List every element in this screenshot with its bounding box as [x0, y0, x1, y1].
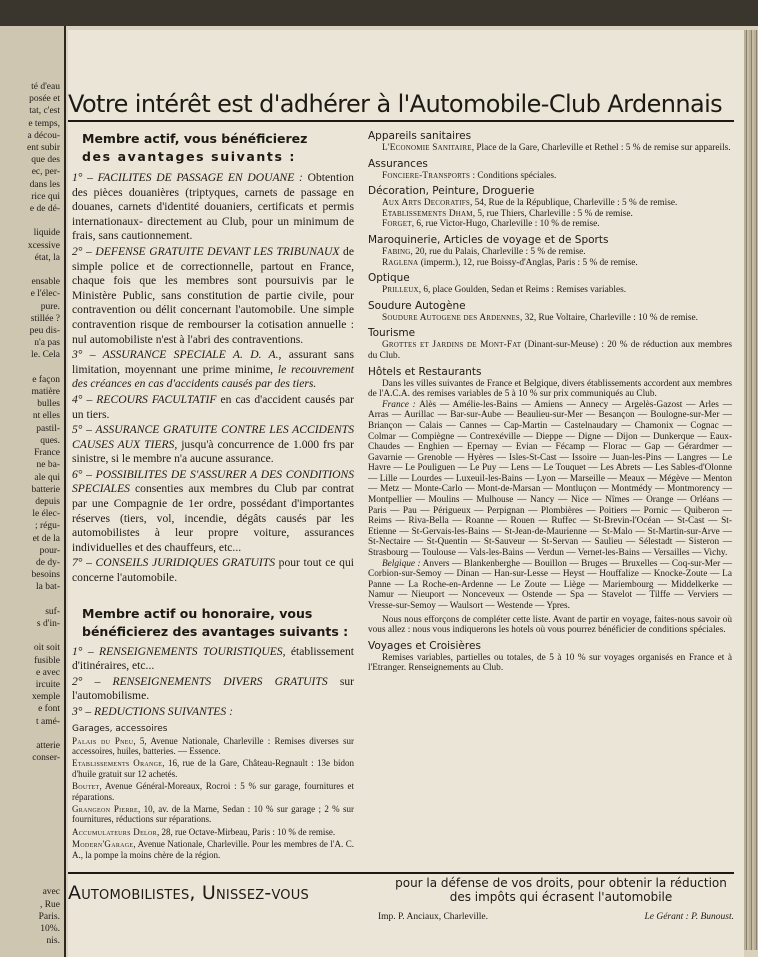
left-page-line: s d'in-: [36, 618, 60, 629]
left-page-line: liquide: [33, 228, 60, 239]
garage-entry: Grangeon Pierre, 10, av. de la Marne, Sedan : 10 % sur garage ; 2 % sur fournitures, réductions sur réparations.: [72, 804, 355, 825]
left-page-line: [0, 264, 64, 276]
category-heading: Soudure Autogène: [368, 299, 466, 312]
left-page-line: nis.: [46, 936, 60, 947]
active-member-title: Membre actif, vous bénéficierez des avantages suivants :: [82, 131, 308, 164]
left-page-line: ; régu-: [34, 521, 60, 532]
benefit-recourse: 4° – RECOURS FACULTATIF en cas d'accident causés par un tiers.: [72, 392, 354, 421]
category-heading: Maroquinerie, Articles de voyage et de Sports: [368, 233, 609, 246]
left-page-line: bulles: [37, 399, 60, 410]
scan-top-band: [0, 0, 758, 26]
left-page-line: ec, per-: [31, 167, 60, 178]
left-page-line: [0, 594, 64, 606]
garages-heading: Garages, accessoires: [72, 723, 168, 734]
left-page-line: 10%.: [40, 924, 60, 935]
garage-entry: Accumulateurs Delor, 28, rue Octave-Mirbeau, Paris : 10 % de remise.: [72, 826, 336, 837]
left-page-line: [0, 850, 64, 862]
left-page-line: xcessive: [27, 240, 60, 251]
left-page-line: xemple: [32, 692, 60, 703]
left-page-line: n'a pas: [34, 338, 60, 349]
left-page-line: e temps,: [28, 118, 60, 129]
left-page-line: [0, 789, 64, 801]
benefit-customs: 1° – FACILITES DE PASSAGE EN DOUANE : Obtention des pièces douanières (triptyques, carnets de passage en douanes, carnets d'identité douaniers, certificats et permis internationaux- directement au Club, pour un minimum de frais, sans cautionnement.: [72, 171, 354, 243]
left-page-line: la bat-: [35, 582, 60, 593]
left-page-line: t amé-: [35, 716, 60, 727]
belgium-towns: Belgique : Anvers — Blankenberghe — Bouillon — Bruges — Bruxelles — Coq-sur-Mer — Corbion-sur-Semoy — Dinan — Han-sur-Lesse — Heyst — Houffalize — Knocke-Zoute — La Panne — La Roche-en-Ardenne — Le Zoute — Liège — Mariembourg — Middelkerke — Namur — Nieuport — Nonceveux — Ostende — Spa — Stavelot — Tilffe — Verviers — Vresse-sur-Semoy — Waulsort — Westende — Ypres.: [368, 558, 732, 611]
left-page-line: le élec-: [32, 509, 60, 520]
footer-tagline: pour la défense de vos droits, pour obtenir la réduction des impôts qui écrasent l'automobile: [395, 876, 727, 904]
left-page-line: [0, 838, 64, 850]
partner-entry: Etablissements Dham, 5, rue Thiers, Charleville : 5 % de remise.: [382, 208, 633, 219]
category-heading: Assurances: [368, 157, 428, 170]
left-page-line: conser-: [32, 753, 60, 764]
left-page-line: ale qui: [34, 472, 60, 483]
left-page-line: dans les: [29, 179, 60, 190]
left-page-line: ircuite: [35, 679, 60, 690]
honorary-member-title: Membre actif ou honoraire, vous bénéficierez des avantages suivants :: [82, 605, 349, 639]
left-page-line: stillée ?: [30, 313, 60, 324]
left-page-line: pastil-: [36, 423, 60, 434]
garage-entry: Palais du Pneu, 5, Avenue Nationale, Charleville : Remises diverses sur accessoires, huiles, batteries. — Essence.: [72, 735, 354, 756]
partners-column: [368, 130, 732, 674]
garage-entry: Boutet, Avenue Général-Moreaux, Rocroi : 5 % sur garage, fournitures et réparations.: [72, 781, 354, 802]
manager-credit: Le Gérant : P. Bunoust.: [644, 912, 734, 922]
partner-entry: Grottes et Jardins de Mont-Fat (Dinant-sur-Meuse) : 20 % de réduction aux membres du Club.: [368, 340, 732, 361]
left-page-line: [0, 862, 64, 874]
left-page-line: oit soit: [33, 643, 60, 654]
left-page-line: , Rue: [39, 899, 60, 910]
left-page-line: le. Cela: [30, 350, 60, 361]
garage-entry: Etablissements Orange, 16, rue de la Gare, Château-Regnault : 13e bidon d'huile gratuit sur 12 achetés.: [72, 758, 354, 779]
left-page-line: ne ba-: [36, 460, 60, 471]
left-page-line: besoins: [31, 570, 60, 581]
benefits-column: [72, 130, 354, 862]
left-page-line: peu dis-: [29, 326, 60, 337]
category-heading: Tourisme: [368, 327, 416, 340]
partner-entry: Raglena (imperm.), 12, rue Boissy-d'Anglas, Paris : 5 % de remise.: [382, 257, 638, 268]
adjacent-page-fragment: [0, 26, 66, 957]
left-page-line: posée et: [29, 94, 60, 105]
category-heading: Décoration, Peinture, Droguerie: [368, 185, 535, 198]
hotels-intro: Dans les villes suivantes de France et Belgique, divers établissements accordent aux membres de l'A.C.A. des remises variables de 5 à 10 % sur prix communiqués au Club.: [368, 378, 732, 400]
left-page-line: avec: [42, 887, 60, 898]
left-page-line: fusible: [34, 655, 60, 666]
left-page-line: e avec: [36, 667, 60, 678]
left-page-line: e de dé-: [29, 204, 60, 215]
benefit-misc-info: 2° – RENSEIGNEMENTS DIVERS GRATUITS sur l'automobilisme.: [72, 674, 354, 703]
benefit-legal-defense: 2° – DEFENSE GRATUITE DEVANT LES TRIBUNAUX de simple police et de correctionnelle, partout en France, chaque fois que les membres sont poursuivis par le Ministère Public, sans constitution de partie civile, pour contravention ou délit concernant l'automobile. Une simple contravention risque de rembourser la cotisation annuelle : nul automobiliste n'est à l'abri des contraventions.: [72, 244, 354, 346]
category-heading: Appareils sanitaires: [368, 130, 472, 142]
left-page-line: e l'élec-: [30, 289, 60, 300]
partner-entry: L'Economie Sanitaire, Place de la Gare, Charleville et Rethel : 5 % de remise sur appareils.: [382, 143, 731, 153]
category-heading: Voyages et Croisières: [368, 639, 481, 652]
left-page-line: état, la: [34, 252, 60, 263]
left-page-line: pour-: [39, 545, 60, 556]
printer-credit: Imp. P. Anciaux, Charleville.: [378, 912, 489, 922]
left-page-line: [0, 630, 64, 642]
france-towns: France : Alès — Amélie-les-Bains — Amiens — Annecy — Argelès-Gazost — Arles — Arras — Aurillac — Bar-sur-Aube — Beaulieu-sur-Mer — Besançon — Boulogne-sur-Mer — Briançon — Calais — Cannes — Cap-Martin — Castelnaudary — Chamonix — Cognac — Colmar — Compiègne — Contrexéville — Dieppe — Digne — Dijon — Dunkerque — Eaux-Chaudes — Enghien — Epernay — Evian — Fécamp — Florac — Gap — Gérardmer — Gavarnie — Grenoble — Hyères — Isles-St-Cast — Issoire — Juan-les-Pins — Langres — Le Havre — Le Pouliguen — Le Puy — Lens — Le Touquet — Les Abrets — Les Sables-d'Olonne — Lille — Lourdes — Luxeuil-les-Bains — Lyon — Marseille — Meaux — Mégève — Menton — Metz — Monte-Carlo — Mont-de-Marsan — Montluçon — Montmédy — Montmorency — Montpellier — Moulins — Mulhouse — Nancy — Nice — Nîmes — Orange — Orléans — Paris — Pau — Périgueux — Perpignan — Plombières — Poitiers — Pornic — Quiberon — Reims — Riva-Bella — Roanne — Rouen — Ruffec — St-Brevin-l'Océan — St-Cast — St-Etienne — St-Gervais-les-Bains — St-Jean-de-Maurienne — St-Malo — St-Martin-sur-Arve — St-Nectaire — St-Quentin — St-Sauveur — St-Servan — Saulieu — Sélestadt — Sisteron — Strasbourg — Toulouse — Vals-les-Bains — Verdun — Vernet-les-Bains — Versailles — Vichy.: [368, 399, 732, 559]
left-page-line: ensable: [31, 277, 60, 288]
category-heading: Optique: [368, 272, 410, 285]
left-page-line: France: [34, 448, 60, 459]
category-heading: Hôtels et Restaurants: [368, 365, 482, 378]
left-page-line: atterie: [36, 740, 60, 751]
left-page-line: [0, 813, 64, 825]
partner-entry: Prilleux, 6, place Goulden, Sedan et Reims : Remises variables.: [382, 285, 627, 296]
left-page-line: de dy-: [35, 557, 60, 568]
book-page-edges: [744, 30, 758, 950]
left-page-line: suf-: [45, 606, 60, 617]
left-page-line: [0, 215, 64, 227]
left-page-line: Paris.: [38, 911, 60, 922]
partner-entry: Soudure Autogene des Ardennes, 32, Rue Voltaire, Charleville : 10 % de remise.: [382, 312, 699, 323]
left-page-line: et de la: [32, 533, 60, 544]
benefit-special-insurance: 6° – POSSIBILITES DE S'ASSURER A DES CONDITIONS SPECIALES consenties aux membres du Club par contrat par une Compagnie de 1er ordre, possédant d'importantes réserves (tiers, vol, incendie, dégâts causés par les automobilistes à leur propre voiture, assurances individuelles et des chauffeurs, etc...: [72, 467, 354, 554]
footer-slogan: Automobilistes, Unissez-vous: [68, 882, 309, 904]
partner-entry: Fonciere-Transports : Conditions spéciales.: [382, 170, 557, 181]
left-page-line: e font: [38, 704, 60, 715]
left-page-line: té d'eau: [31, 82, 60, 92]
left-page-line: [0, 777, 64, 789]
benefit-reductions: 3° – REDUCTIONS SUIVANTES :: [72, 705, 233, 718]
left-page-line: [0, 728, 64, 740]
partner-entry: Remises variables, partielles ou totales, de 5 à 10 % sur voyages organisés en France et à l'Etranger. Renseignements au Club.: [368, 652, 732, 674]
partner-entry: Fabing, 20, rue du Palais, Charleville : 5 % de remise.: [382, 246, 586, 257]
partner-entry: Forget, 6, rue Victor-Hugo, Charleville : 10 % de remise.: [382, 219, 600, 230]
left-page-line: batterie: [31, 484, 60, 495]
left-page-line: que des: [31, 155, 60, 166]
left-page-line: e façon: [32, 374, 60, 385]
footer-rule: [68, 872, 734, 874]
document-page: [68, 30, 744, 957]
benefit-ada-insurance: 3° – ASSURANCE SPECIALE A. D. A., assurant sans limitation, moyennant une prime minime, le recouvrement des créances en cas d'accidents causés par des tiers.: [72, 348, 354, 391]
benefit-legal-advice: 7° – CONSEILS JURIDIQUES GRATUITS pour tout ce qui concerne l'automobile.: [72, 556, 354, 585]
left-page-line: rice qui: [31, 191, 60, 202]
left-page-line: [0, 874, 64, 886]
page-headline: Votre intérêt est d'adhérer à l'Automobile-Club Ardennais: [68, 90, 734, 122]
left-page-line: ques.: [40, 435, 60, 446]
left-page-line: nt elles: [32, 411, 60, 422]
partner-entry: Aux Arts Decoratifs, 54, Rue de la République, Charleville : 5 % de remise.: [382, 198, 678, 209]
left-page-line: [0, 801, 64, 813]
left-page-line: pure.: [40, 301, 60, 312]
left-page-line: depuis: [35, 496, 60, 507]
left-page-line: tat, c'est: [29, 106, 60, 117]
benefit-tourism-info: 1° – RENSEIGNEMENTS TOURISTIQUES, établissement d'itinéraires, etc...: [72, 644, 354, 673]
left-page-line: [0, 825, 64, 837]
garage-entry: Modern'Garage, Avenue Nationale, Charleville. Pour les membres de l'A. C. A., la pompe la moins chère de la région.: [72, 839, 354, 860]
left-page-line: matière: [31, 387, 60, 398]
left-page-line: a décou-: [27, 130, 60, 141]
left-page-line: [0, 362, 64, 374]
left-page-line: [0, 764, 64, 776]
hotels-outro: Nous nous efforçons de compléter cette liste. Avant de partir en voyage, faites-nous savoir où vous allez : nous vous indiquerons les hotels où vous pourrez bénéficier de conditions spéciales.: [368, 614, 732, 636]
left-page-line: ent subir: [27, 143, 60, 154]
benefit-free-insurance: 5° – ASSURANCE GRATUITE CONTRE LES ACCIDENTS CAUSES AUX TIERS, jusqu'à concurrence de 1.000 frs par sinistre, si le membre n'a aucune assurance.: [72, 423, 355, 466]
